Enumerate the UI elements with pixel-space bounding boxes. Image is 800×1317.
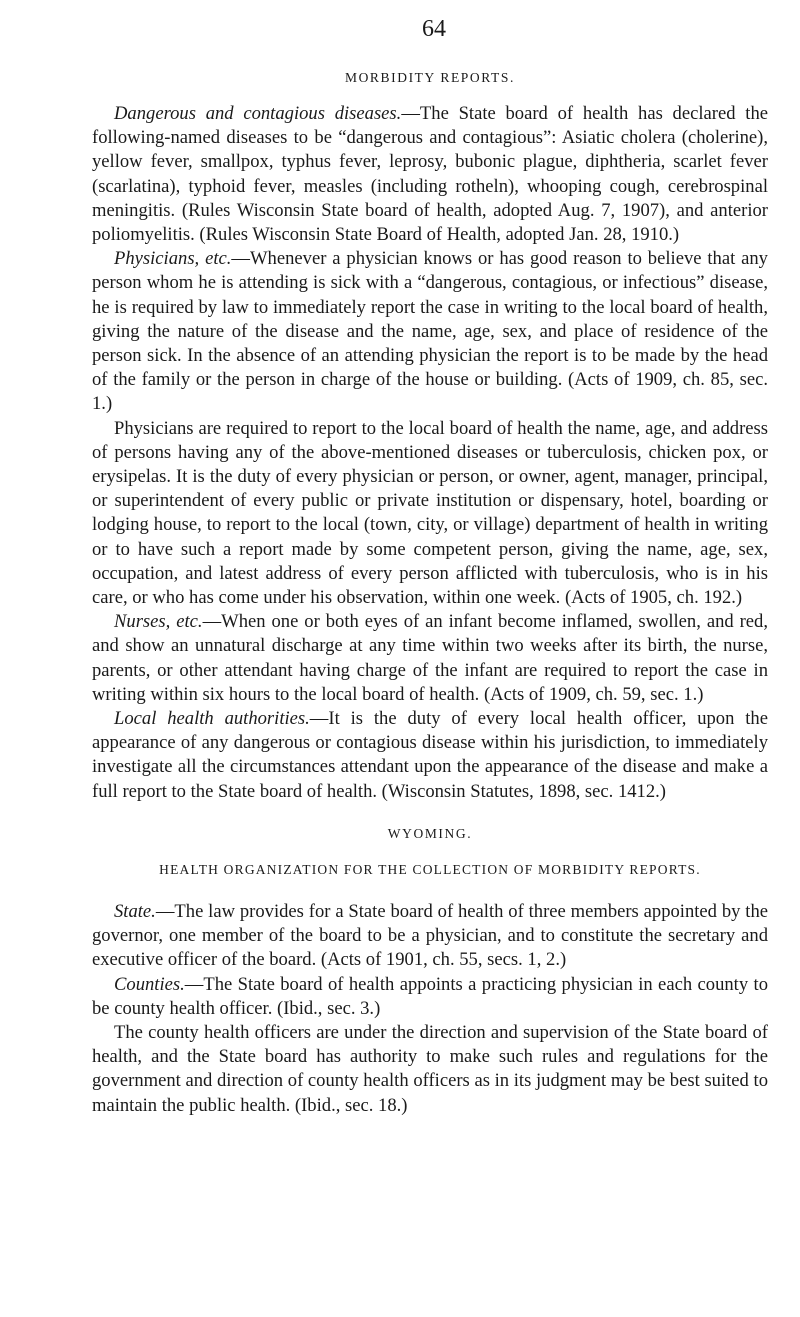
paragraph-text: —The State board of health appoints a practicing physician in each county to be county health officer. (Ibid., sec. 3.)	[92, 973, 768, 1019]
paragraph-counties	[92, 973, 768, 1021]
wisconsin-reports-section	[92, 102, 768, 804]
paragraph-lead: Nurses, etc.	[114, 611, 203, 633]
paragraph-lead: State.	[114, 900, 156, 922]
wyoming-section	[92, 900, 768, 1118]
paragraph-lead: Dangerous and contagious diseases.	[114, 103, 402, 124]
paragraph-text: —Whenever a physician knows or has good reason to believe that any person whom he is attending is sick with a “dangerous, contagious, or infectious” disease, he is required by law to immediately report the case in writing to the local board of health, giving the nature of the disease and the name, age, sex, and place of residence of the person sick. In the absence of an attending physician the report is to be made by the head of the family or the person in charge of the house or building. (Acts of 1909, ch. 85, sec. 1.)	[92, 248, 768, 415]
paragraph-lead: Physicians, etc.	[114, 248, 232, 270]
paragraph-lead: Local health authorities.	[114, 708, 310, 730]
section-heading-wyoming: WYOMING.	[387, 825, 473, 841]
paragraph-text: Physicians are required to report to the local board of health the name, age, and address of persons having any of the above-mentioned diseases or tuberculosis, chicken pox, or erysipelas. It is the duty of every physician or person, or owner, agent, manager, principal, or superintendent of every public or private institution or dispensary, hotel, boarding or lodging house, to report to the local (town, city, or village) department of health in writing or to have such a report made by some competent person, giving the name, age, sex, occupation, and latest address of every person afflicted with tuberculosis, who is in his care, or who has come under his observation, within one week. (Acts of 1905, ch. 192.)	[92, 417, 768, 609]
page-number: 64	[422, 16, 446, 42]
paragraph-county-health-officers	[92, 1021, 768, 1118]
paragraph-nurses	[92, 610, 768, 707]
paragraph-text: —It is the duty of every local health officer, upon the appearance of any dangerous or contagious disease within his jurisdiction, to immediately investigate all the circumstances attendant upon the appearance of the disease and make a full report to the State board of health. (Wisconsin Statutes, 1898, sec. 1412.)	[92, 708, 768, 802]
paragraph-local-health-authorities	[92, 707, 768, 804]
paragraph-text: —The law provides for a State board of health of three members appointed by the governor, one member of the board to be a physician, and to constitute the secretary and executive officer of the board. (Acts of 1901, ch. 55, secs. 1, 2.)	[92, 900, 768, 971]
paragraph-text: —The State board of health has declared the following-named diseases to be “dangerous and contagious”: Asiatic cholera (cholerine), yellow fever, smallpox, typhus fever, leprosy, bubonic plague, diphtheria, scarlet fever (scarlatina), typhoid fever, measles (including rotheln), whooping cough, cerebrospinal meningitis. (Rules Wisconsin State board of health, adopted Aug. 7, 1907), and anterior poliomyelitis. (Rules Wisconsin State Board of Health, adopted Jan. 28, 1910.)	[92, 103, 768, 246]
running-head: MORBIDITY REPORTS.	[344, 70, 515, 85]
paragraph-text: The county health officers are under the direction and supervision of the State board of health, and the State board has authority to make such rules and regulations for the government and direction of county health officers as in its judgment may be best suited to maintain the public health. (Ibid., sec. 18.)	[92, 1021, 768, 1116]
paragraph-text: —When one or both eyes of an infant become inflamed, swollen, and red, and show an unnatural discharge at any time within two weeks after its birth, the nurse, parents, or other attendant having charge of the infant are required to report the case in writing within six hours to the local board of health. (Acts of 1909, ch. 59, sec. 1.)	[92, 611, 768, 705]
paragraph-lead: Counties.	[114, 973, 185, 995]
paragraph-state	[92, 900, 768, 973]
subsection-heading: HEALTH ORGANIZATION FOR THE COLLECTION OF MORBIDITY REPORTS.	[159, 861, 701, 877]
document-page	[92, 14, 768, 1118]
paragraph-dangerous-diseases	[92, 102, 768, 247]
paragraph-physicians	[92, 247, 768, 416]
paragraph-tuberculosis-reporting	[92, 417, 768, 611]
